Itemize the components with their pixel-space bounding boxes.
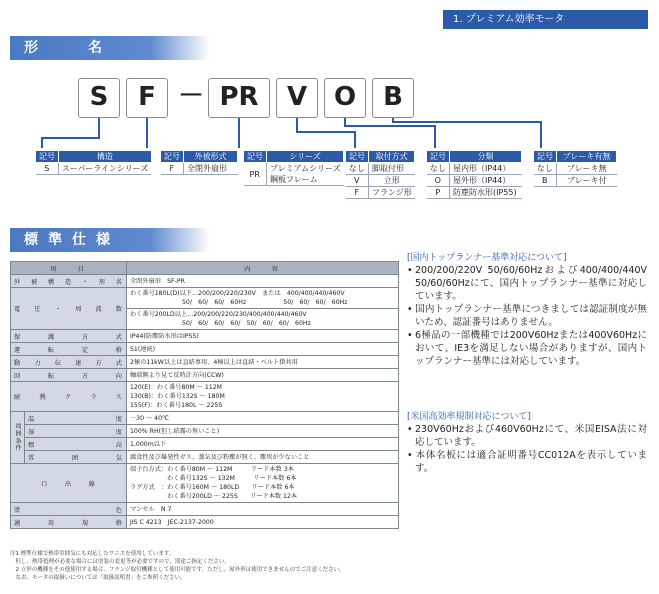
spec-table	[10, 261, 399, 529]
table-row: F 全閉外扇形	[161, 163, 238, 175]
table-row: F フランジ形	[346, 187, 415, 199]
table-row: 湿度 100% RH(但し結露の無いこと)	[11, 425, 399, 438]
col-item: 項 目	[11, 262, 127, 275]
col-code: 記号	[36, 151, 59, 163]
code-table-enclosure	[160, 150, 238, 175]
col-name: シリーズ	[267, 151, 344, 163]
footnotes: 注1 標準仕様で熱帯雰囲気にも対応したワニスを使用しています。 但し、熱帯処理が必要な場合には塗装の変更等が必要ですので、別途ご指定ください。 2 立形の機種をその他使用する場合、フランジ取付機種として使用可能です。ただし、屋外形は使用できませんのでご注意ください。 なお、モータの取扱いについては「取扱説明書」をご参照ください。	[10, 551, 345, 581]
table-row: P 防塵防水形(IP55)	[427, 187, 522, 199]
table-row: PR プレミアムシリーズ	[244, 163, 344, 175]
section-title-model: 形 名	[10, 36, 210, 60]
table-row: 外被構造・形名 全閉外扇形 SF-PR	[11, 275, 399, 288]
list-item: • 国内トップランナー基準につきましては認証制度が無いため、認証番号はありません。	[407, 303, 647, 329]
table-row: 耐熱クラス 120(E)：わく番号80M ～ 112M 130(B)：わく番号132S ～ 180M 155(F)：わく番号180L ～ 225S	[11, 382, 399, 412]
table-row: B ブレーキ付	[534, 175, 617, 187]
col-name: 分類	[450, 151, 522, 163]
code-box-v: V	[276, 78, 318, 118]
code-box-f: F	[126, 78, 168, 118]
col-code: 記号	[534, 151, 557, 163]
table-row: 鋼板フレーム	[244, 174, 344, 186]
code-box-b: B	[372, 78, 414, 118]
table-row: 保護方式 IP44(防塵防水形はIP55)	[11, 330, 399, 343]
code-table-series	[243, 150, 344, 186]
table-row: 運転定格 S1(連続)	[11, 343, 399, 356]
table-row: 回転方向 軸端側より見て反時計方向(CCW)	[11, 369, 399, 382]
section-title-spec: 標準仕様	[10, 228, 210, 252]
table-row: 口出線 端子台方式：わく番号80M ～ 112M リード本数 3本 わく番号132S ～ 132M リード本数 6本 ラグ方式 ：わく番号160M ～ 180LD リード本数 6本 わく番号200LD ～ 225S リード本数 12本	[11, 464, 399, 503]
code-box-s: S	[78, 78, 120, 118]
col-code: 記号	[161, 151, 184, 163]
col-name: 外被形式	[184, 151, 238, 163]
col-code: 記号	[427, 151, 450, 163]
table-row: S スーパーラインシリーズ	[36, 163, 152, 175]
table-row: 雰囲気 腐食性及び爆発性ガス、蒸気及び粉塵が無く、塵埃が少ないこと	[11, 451, 399, 464]
code-table-mounting	[345, 150, 415, 199]
col-name: 構造	[59, 151, 152, 163]
list-item: • 200/200/220V 50/60/60Hzおよび400/400/440V 50/60/60Hzにて、国内トップランナー基準に対応しています。	[407, 264, 647, 303]
table-row: わく番号200LD以上…200/200/220/230/400/400/440/460V 50/ 60/ 60/ 60/ 50/ 60/ 60/ 60Hz	[11, 309, 399, 330]
japan-heading: [国内トップランナー基準対応について]	[407, 253, 567, 263]
table-row: 電圧・周波数 わく番号180L(D)以下…200/200/220/230V または 400/400/440/460V 50/ 60/ 60/ 60Hz 50/ 60/ 60/ 60Hz	[11, 288, 399, 309]
table-row: 塗色 マンセル N 7	[11, 503, 399, 516]
table-row: なし 屋内形（IP44）	[427, 163, 522, 175]
table-row: V 立形	[346, 175, 415, 187]
col-content: 内 容	[127, 262, 399, 275]
list-item: • 6極品の一部機種では200V60Hzまたは400V60Hzにおいて、IE3を満足しない場合がありますが、国内トップランナー基準には対応しています。	[407, 329, 647, 368]
code-dash: －	[178, 81, 205, 111]
table-row: 標高 1,000m以下	[11, 438, 399, 451]
code-table-brake	[533, 150, 617, 187]
list-item: • 本体名板には適合証明番号CC012Aを表示しています。	[407, 449, 647, 475]
japan-toprunner-block	[407, 252, 647, 368]
col-code: 記号	[346, 151, 369, 163]
code-box-o: O	[324, 78, 366, 118]
table-row: なし 脚取付形	[346, 163, 415, 175]
table-row: 周囲条件 温度 －30 ～ 40℃	[11, 412, 399, 425]
table-row: なし ブレーキ無	[534, 163, 617, 175]
col-name: 取付方式	[369, 151, 415, 163]
col-name: ブレーキ有無	[557, 151, 617, 163]
usa-efficiency-block	[407, 411, 647, 475]
code-table-structure	[35, 150, 152, 175]
usa-heading: [米国高効率規制対応について]	[407, 412, 531, 422]
table-row: 動力伝達方式 2極の11kW以上は直結専用、4極以上は直結・ベルト掛共用	[11, 356, 399, 369]
table-row: O 屋外形（IP44）	[427, 175, 522, 187]
table-row: 適用規格 JIS C 4213 JEC-2137-2000	[11, 516, 399, 529]
code-table-class	[426, 150, 522, 199]
col-code: 記号	[244, 151, 267, 163]
code-box-pr: PR	[208, 78, 270, 118]
chapter-tag: 1. プレミアム効率モータ	[443, 10, 648, 29]
list-item: • 230V60Hzおよび460V60Hzにて、米国EISA法に対応しています。	[407, 423, 647, 449]
